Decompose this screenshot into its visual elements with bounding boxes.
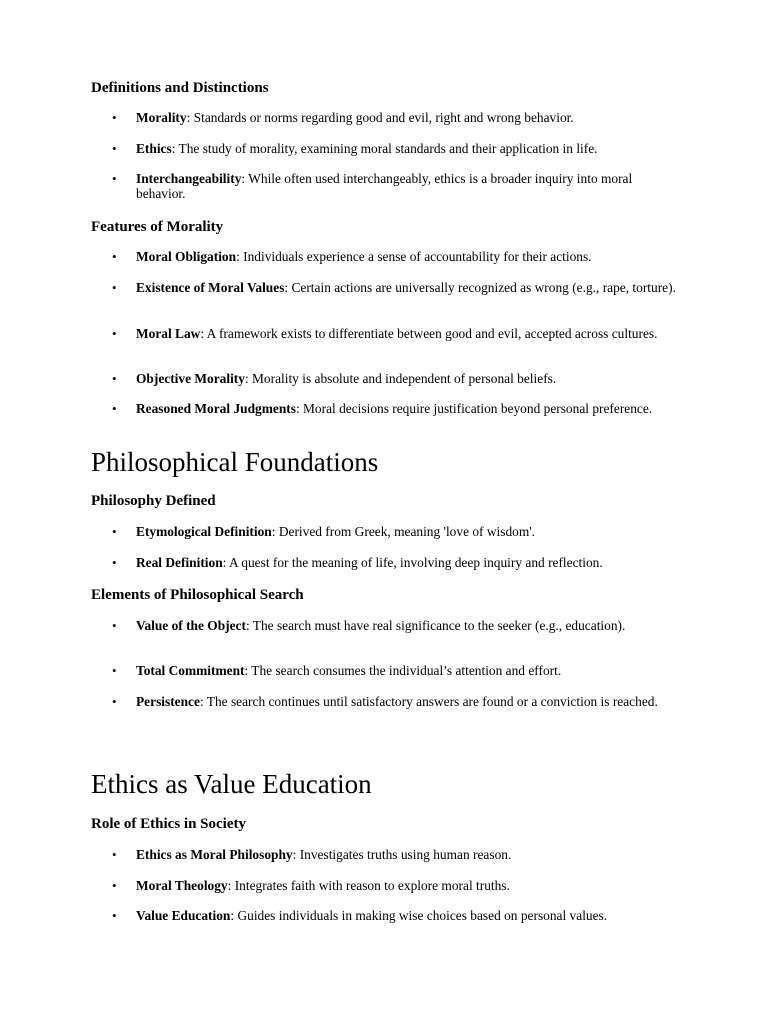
bullet-icon: • [112,280,117,295]
list-item [112,141,681,156]
list-item [112,847,681,862]
section-heading-role-of-ethics: Role of Ethics in Society [91,816,246,832]
list-item-text: : Morality is absolute and independent of personal beliefs. [244,371,557,386]
bullet-icon: • [112,847,117,862]
list-item [112,371,681,386]
list-item [112,878,681,893]
bullet-icon: • [112,618,117,633]
page-title-philosophical-foundations: Philosophical Foundations [91,447,379,477]
list-item [112,618,681,633]
list-item-term: Objective Morality [136,371,245,386]
list-item [112,280,681,295]
bullet-icon: • [112,401,117,416]
bullet-icon: • [112,171,117,186]
list-item-term: Ethics [136,141,172,156]
list-item [112,171,681,202]
list-item-term: Reasoned Moral Judgments [136,401,296,416]
list-item-text: : A framework exists to differentiate between good and evil, accepted across cultures. [200,326,658,341]
section-heading-elements: Elements of Philosophical Search [91,587,304,603]
section-heading-features: Features of Morality [91,219,224,235]
bullet-icon: • [112,524,117,539]
list-item-term: Existence of Moral Values [136,280,285,295]
list-item-text: : The search continues until satisfactory answers are found or a conviction is reached. [199,694,658,709]
section-heading-definitions: Definitions and Distinctions [91,80,269,96]
list-item-text: : Certain actions are universally recognized as wrong (e.g., rape, torture). [284,280,676,295]
list-item [112,694,681,709]
bullet-icon: • [112,878,117,893]
list-item [112,326,681,341]
list-item-text: : Derived from Greek, meaning 'love of wisdom'. [271,524,536,539]
list-item-term: Real Definition [136,555,223,570]
list-item-term: Moral Theology [136,878,228,893]
list-item-text: : While often used interchangeably, ethics is a broader inquiry into moral behavior. [136,171,633,202]
bullet-icon: • [112,694,117,709]
section-heading-philosophy-defined: Philosophy Defined [91,493,216,509]
list-item-text: : Individuals experience a sense of accountability for their actions. [236,249,592,264]
bullet-icon: • [112,326,117,341]
list-item [112,249,681,264]
bullet-icon: • [112,663,117,678]
list-item [112,908,681,923]
list-item-term: Morality [136,110,187,125]
list-item-text: : Moral decisions require justification beyond personal preference. [295,401,653,416]
list-item-text: : The search consumes the individual’s attention and effort. [244,663,562,678]
list-item-term: Interchangeability [136,171,242,186]
list-item-text: : A quest for the meaning of life, involving deep inquiry and reflection. [222,555,603,570]
bullet-icon: • [112,249,117,264]
list-item-text: : The study of morality, examining moral standards and their application in life. [171,141,598,156]
list-item [112,663,681,678]
bullet-icon: • [112,555,117,570]
list-item [112,110,681,125]
list-item-term: Etymological Definition [136,524,272,539]
bullet-icon: • [112,908,117,923]
list-item-term: Ethics as Moral Philosophy [136,847,293,862]
list-item-term: Persistence [136,694,200,709]
bullet-icon: • [112,371,117,386]
list-item-text: : Investigates truths using human reason. [292,847,512,862]
list-item [112,401,681,416]
list-item-text: : Integrates faith with reason to explore moral truths. [227,878,510,893]
list-item-term: Value of the Object [136,618,246,633]
list-item-term: Moral Obligation [136,249,237,264]
page-title-ethics-value-education: Ethics as Value Education [91,769,372,799]
list-item-text: : Guides individuals in making wise choices based on personal values. [230,908,608,923]
list-item-text: : The search must have real significance to the seeker (e.g., education). [245,618,626,633]
bullet-icon: • [112,110,117,125]
list-item-term: Moral Law [136,326,201,341]
list-item [112,524,681,539]
bullet-icon: • [112,141,117,156]
list-item [112,555,681,570]
list-item-term: Total Commitment [136,663,245,678]
list-item-term: Value Education [136,908,231,923]
list-item-text: : Standards or norms regarding good and evil, right and wrong behavior. [186,110,574,125]
